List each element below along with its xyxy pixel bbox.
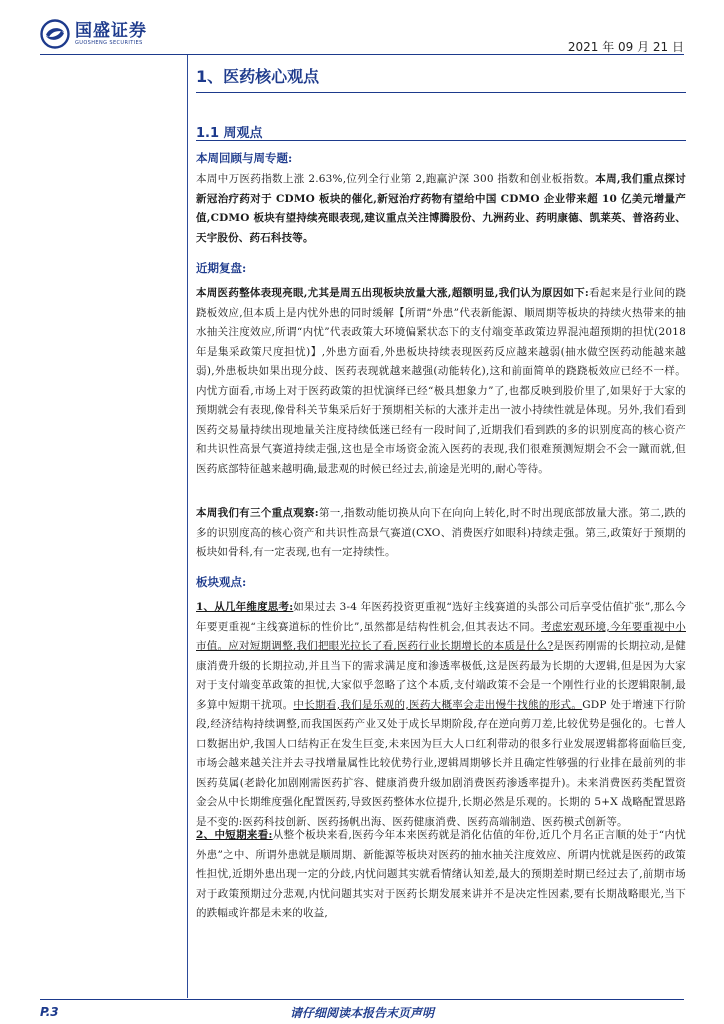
logo-emblem-icon [40, 19, 70, 49]
weekly-review-plain: 本周中万医药指数上涨 2.63%,位列全行业第 2,跑赢沪深 300 指数和创业板指数。 [196, 173, 596, 185]
page-header [0, 0, 724, 52]
long-term-underline-1: 考虑宏观环境,今年要重视中小市值。应对短期调整,我们把眼光拉长了看,医药行业长期增长的本质是什么? [196, 620, 686, 652]
three-observations-body: 第一,指数动能切换从向下在向向上转化,时不时出现底部放量大涨。第二,跌的多的识别度高的核心资产和共识性高景气赛道(CXO、消费医疗如眼科)持续走强。第三,政策好于预期的板块如骨科,有一定表现,也有一定持续性。 [196, 507, 686, 558]
short-term-text: 从整个板块来看,医药今年本来医药就是消化估值的年份,近几个月名正言顺的处于“内忧外患”之中、所谓外患就是顺周期、新能源等板块对医药的抽水抽关注度效应、所谓内忧就是医药的政策性担忧,近期外患出现一定的分歧,内忧问题其实就看情绪认知差,最大的预期差时期已经过去了,前期市场对于政策预期过分悲观,内忧问题其实对于医药长期发展来讲并不是决定性因素,要有长期战略眼光,当下的跌幅或许都是未来的收益, [196, 829, 686, 919]
sector-view-paragraph-1 [196, 598, 686, 834]
long-term-text-c: GDP 处于增速下行阶段,经济结构持续调整,而我国医药产业又处于成长早期阶段,存在逆向剪刀差,比较优势是强化的。七普人口数据出炉,我国人口结构正在发生巨变,未来因为巨大人口红利带动的很多行业发展逻辑都将面临巨变,市场会越来越关注并去寻找增量属性比较优势行业,逻辑周期够长并且确定性够强的行业排在最前列的非医药莫属(老龄化加剧刚需医药扩容、健康消费升级加剧消费医药渗透率提升)。未来消费医药类配置资金会从中长期维度强化配置医药,导致医药整体水位提升,长期必然是乐观的。长期的 5+X 战略配置思路是不变的:医药科技创新、医药扬帆出海、医药健康消费、医药高端制造、医药模式创新等。 [196, 698, 686, 828]
section-title: 1、医药核心观点 [196, 67, 320, 86]
section-title-divider [196, 92, 686, 93]
long-term-underline-2: 中长期看,我们是乐观的,医药大概率会走出慢牛找熊的形式。 [293, 698, 583, 711]
header-divider [40, 54, 684, 55]
sector-view-heading: 板块观点: [196, 575, 247, 589]
sector-view-paragraph-2 [196, 826, 686, 944]
recent-review-paragraph-2 [196, 504, 686, 563]
short-term-label: 2、中短期来看: [196, 829, 273, 841]
company-logo [40, 19, 147, 49]
weekly-review-bold: 本周,我们重点探讨新冠治疗药对于 CDMO 板块的催化,新冠治疗药物有望给中国 CDMO 企业带来超 10 亿美元增量产值,CDMO 板块有望持续亮眼表现,建议重点关注博腾股份、九洲药业、药明康德、凯莱英、普洛药业、天宇股份、药石科技等。 [196, 173, 686, 244]
vertical-divider [187, 55, 188, 998]
recent-review-lead: 本周医药整体表现亮眼,尤其是周五出现板块放量大涨,超额明显,我们认为原因如下: [196, 287, 589, 299]
footer-disclaimer: 请仔细阅读本报告末页声明 [289, 1006, 434, 1020]
page-number: P.3 [40, 1005, 59, 1019]
long-term-label: 1、从几年维度思考: [196, 601, 294, 613]
report-date: 2021 年 09 月 21 日 [567, 40, 684, 54]
recent-review-paragraph-1 [196, 284, 686, 500]
subsection-title: 1.1 周观点 [196, 126, 263, 141]
long-term-text-a: 如果过去 3-4 年医药投资更重视“选好主线赛道的头部公司后享受估值扩张”,那么今年要更重视“主线赛道标的性价比”,虽然都是结构性机会,但其表达不同。 [196, 601, 686, 633]
logo-name: 国盛证券 [75, 20, 147, 41]
weekly-review-paragraph [196, 170, 686, 248]
recent-review-heading: 近期复盘: [196, 261, 247, 275]
logo-subtitle: GUOSHENG SECURITIES [75, 39, 143, 46]
recent-review-body: 看起来是行业间的跷跷板效应,但本质上是内忧外患的同时缓解【所谓“外患”代表新能源、顺周期等板块的持续火热带来的抽水抽关注度效应,所谓“内忧”代表政策大环境偏紧状态下的支付端变革政策边界混沌超预期的担忧(2018 年是集采政策尺度担忧)】,外患方面看,外患板块持续表现医药反应越来越弱(抽水做空医药动能越来越弱),外患板块如果出现分歧、医药表现就越来越强(动能转化),这和前面简单的跷跷板效应已经不一样。内忧方面看,市场上对于医药政策的担忧演绎已经“极具想象力”了,也都反映到股价里了,如果好于大家的预期就会有表现,像骨科关节集采后好于预期相关标的大涨并走出一波小持续性就是体现。另外,我们看到医药交易量持续出现地量关注度持续低迷已经有一段时间了,近期我们看到跌的多的识别度高的核心资产和共识性高景气赛道持续走强,这也是全市场资金流入医药的表现,我们很难预测短期会不会一蹴而就,但医药底部特征越来越明确,最悲观的时候已经过去,前途是光明的,耐心等待。 [196, 287, 686, 475]
long-term-text-b: 是医药刚需的长期拉动,是健康消费升级的长期拉动,并且当下的需求满足度和渗透率极低,这是医药最为长期的大逻辑,但是因为大家对于支付端变革政策的担忧,大家似乎忽略了这个本质,支付端政策不会是一个刚性行业的长逻辑限制,最多算中短期干扰项。 [196, 640, 686, 711]
subsection-divider [196, 140, 686, 141]
weekly-review-heading: 本周回顾与周专题: [196, 151, 293, 165]
three-observations-lead: 本周我们有三个重点观察: [196, 507, 319, 519]
footer-divider [40, 999, 684, 1000]
